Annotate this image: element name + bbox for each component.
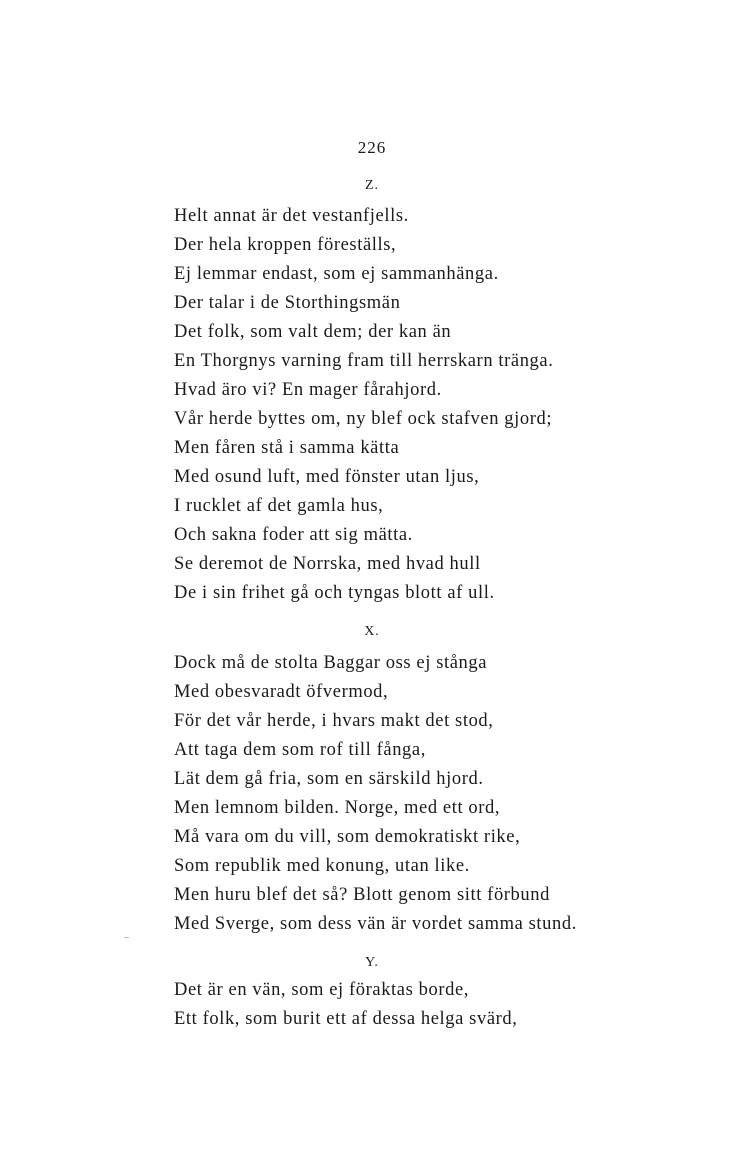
- verse-line: Och sakna foder att sig mätta.: [174, 525, 413, 545]
- verse-line: För det vår herde, i hvars makt det stod,: [174, 711, 494, 731]
- verse-line: Der talar i de Storthingsmän: [174, 293, 401, 313]
- verse-line: Ej lemmar endast, som ej sammanhänga.: [174, 264, 499, 284]
- verse-line: Se deremot de Norrska, med hvad hull: [174, 554, 481, 574]
- verse-line: Hvad äro vi? En mager fårahjord.: [174, 380, 442, 400]
- verse-line: Men fåren stå i samma kätta: [174, 438, 400, 458]
- stanza-mark-x: X.: [364, 624, 380, 639]
- verse-line: Der hela kroppen föreställs,: [174, 235, 397, 255]
- verse-line: Dock må de stolta Baggar oss ej stånga: [174, 653, 488, 673]
- verse-line: Lät dem gå fria, som en särskild hjord.: [174, 769, 484, 789]
- verse-line: Vår herde byttes om, ny blef ock stafven gjord;: [174, 409, 553, 429]
- margin-mark: [124, 937, 129, 938]
- verse-line: Med obesvaradt öfvermod,: [174, 682, 389, 702]
- verse-line: En Thorgnys varning fram till herrskarn tränga.: [174, 351, 554, 371]
- verse-line: Det är en vän, som ej föraktas borde,: [174, 980, 469, 1000]
- stanza-mark-z: Z.: [364, 178, 380, 193]
- verse-line: Ett folk, som burit ett af dessa helga svärd,: [174, 1009, 518, 1029]
- verse-line: Att taga dem som rof till fånga,: [174, 740, 426, 760]
- verse-line: Som republik med konung, utan like.: [174, 856, 470, 876]
- verse-line: Det folk, som valt dem; der kan än: [174, 322, 452, 342]
- verse-line: Med osund luft, med fönster utan ljus,: [174, 467, 480, 487]
- verse-line: Men huru blef det så? Blott genom sitt förbund: [174, 885, 550, 905]
- verse-line: Må vara om du vill, som demokratiskt rike,: [174, 827, 521, 847]
- verse-line: Med Sverge, som dess vän är vordet samma stund.: [174, 914, 577, 934]
- verse-line: I rucklet af det gamla hus,: [174, 496, 384, 516]
- verse-line: Men lemnom bilden. Norge, med ett ord,: [174, 798, 501, 818]
- verse-line: De i sin frihet gå och tyngas blott af ull.: [174, 583, 495, 603]
- stanza-mark-y: Y.: [365, 955, 379, 970]
- page-number: 226: [357, 138, 387, 157]
- verse-line: Helt annat är det vestanfjells.: [174, 206, 409, 226]
